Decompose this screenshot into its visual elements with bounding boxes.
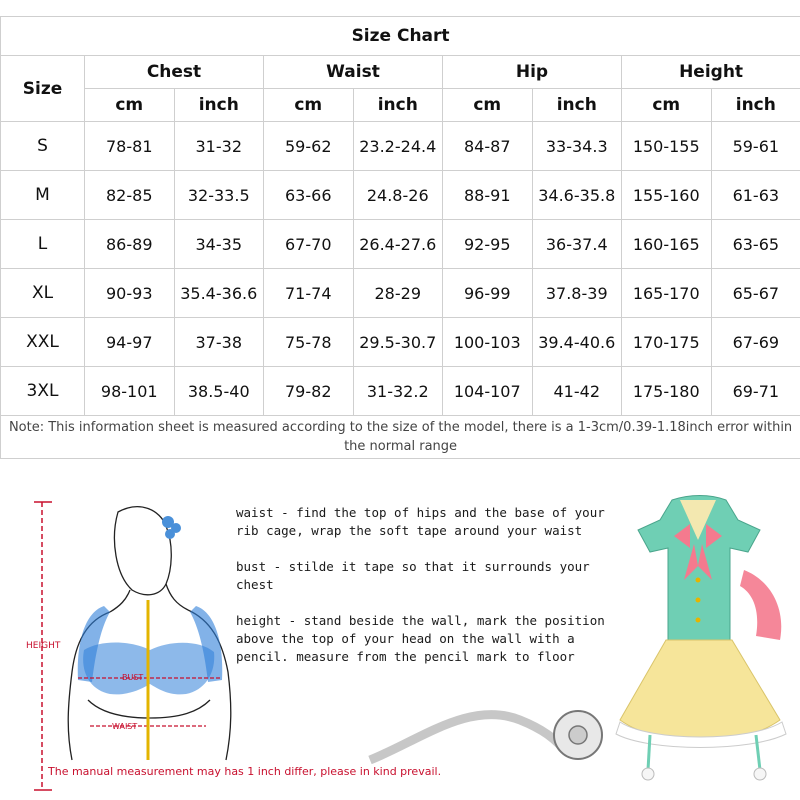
size-chart-table <box>0 16 800 459</box>
table-cell: 69-71 <box>711 367 800 416</box>
size-header: Size <box>1 56 85 122</box>
table-cell: 35.4-36.6 <box>174 269 264 318</box>
table-cell: 71-74 <box>264 269 354 318</box>
table-cell: 98-101 <box>85 367 175 416</box>
table-row <box>1 220 800 269</box>
size-cell: S <box>1 122 85 171</box>
table-cell: 86-89 <box>85 220 175 269</box>
manual-measurement-note: The manual measurement may has 1 inch differ, please in kind prevail. <box>48 765 442 778</box>
table-cell: 82-85 <box>85 171 175 220</box>
unit-header-row <box>1 89 800 122</box>
group-header-height: Height <box>622 56 800 89</box>
group-header-waist: Waist <box>264 56 443 89</box>
unit-header: cm <box>443 89 533 122</box>
table-cell: 37-38 <box>174 318 264 367</box>
table-cell: 94-97 <box>85 318 175 367</box>
size-cell: XXL <box>1 318 85 367</box>
chart-body <box>1 122 800 416</box>
unit-header: inch <box>711 89 800 122</box>
table-cell: 38.5-40 <box>174 367 264 416</box>
size-cell: XL <box>1 269 85 318</box>
chart-title: Size Chart <box>1 17 800 56</box>
unit-header: inch <box>353 89 443 122</box>
waist-label: WAIST <box>112 722 138 731</box>
hair-clip <box>162 516 181 539</box>
table-cell: 39.4-40.6 <box>532 318 622 367</box>
size-cell: L <box>1 220 85 269</box>
table-row <box>1 122 800 171</box>
height-label: HEIGHT <box>26 641 61 651</box>
table-cell: 36-37.4 <box>532 220 622 269</box>
waist-instruction: waist - find the top of hips and the base of your rib cage, wrap the soft tape around your waist <box>236 505 605 538</box>
table-cell: 63-65 <box>711 220 800 269</box>
table-cell: 78-81 <box>85 122 175 171</box>
table-cell: 28-29 <box>353 269 443 318</box>
table-cell: 96-99 <box>443 269 533 318</box>
table-cell: 59-61 <box>711 122 800 171</box>
chart-note: Note: This information sheet is measured according to the size of the model, there is a 1-3cm/0.39-1.18inch error within the normal range <box>1 416 800 459</box>
table-cell: 160-165 <box>622 220 712 269</box>
table-cell: 67-70 <box>264 220 354 269</box>
table-row <box>1 269 800 318</box>
table-cell: 155-160 <box>622 171 712 220</box>
table-cell: 90-93 <box>85 269 175 318</box>
group-header-chest: Chest <box>85 56 264 89</box>
table-cell: 84-87 <box>443 122 533 171</box>
bust-instruction: bust - stilde it tape so that it surrounds your chest <box>236 559 590 592</box>
table-cell: 23.2-24.4 <box>353 122 443 171</box>
measuring-tape-icon <box>370 711 602 760</box>
unit-header: cm <box>85 89 175 122</box>
table-cell: 29.5-30.7 <box>353 318 443 367</box>
bust-label: BUST <box>122 673 144 682</box>
unit-header: cm <box>264 89 354 122</box>
table-cell: 75-78 <box>264 318 354 367</box>
table-cell: 31-32 <box>174 122 264 171</box>
table-cell: 170-175 <box>622 318 712 367</box>
table-cell: 92-95 <box>443 220 533 269</box>
unit-header: inch <box>532 89 622 122</box>
table-cell: 34.6-35.8 <box>532 171 622 220</box>
size-cell: M <box>1 171 85 220</box>
table-cell: 175-180 <box>622 367 712 416</box>
table-cell: 165-170 <box>622 269 712 318</box>
costume-dress-image <box>616 496 786 781</box>
size-cell: 3XL <box>1 367 85 416</box>
table-cell: 79-82 <box>264 367 354 416</box>
unit-header: inch <box>174 89 264 122</box>
table-cell: 61-63 <box>711 171 800 220</box>
table-row <box>1 367 800 416</box>
table-cell: 88-91 <box>443 171 533 220</box>
table-cell: 150-155 <box>622 122 712 171</box>
table-cell: 65-67 <box>711 269 800 318</box>
table-cell: 26.4-27.6 <box>353 220 443 269</box>
measurement-instructions <box>236 504 606 684</box>
height-instruction: height - stand beside the wall, mark the position above the top of your head on the wall with a pencil. measure from the pencil mark to floor <box>236 613 605 664</box>
table-cell: 104-107 <box>443 367 533 416</box>
table-cell: 34-35 <box>174 220 264 269</box>
group-header-hip: Hip <box>443 56 622 89</box>
table-row <box>1 318 800 367</box>
table-cell: 100-103 <box>443 318 533 367</box>
table-cell: 63-66 <box>264 171 354 220</box>
table-cell: 31-32.2 <box>353 367 443 416</box>
table-cell: 33-34.3 <box>532 122 622 171</box>
unit-header: cm <box>622 89 712 122</box>
table-row <box>1 171 800 220</box>
bust-highlight <box>78 606 223 694</box>
table-cell: 32-33.5 <box>174 171 264 220</box>
table-cell: 59-62 <box>264 122 354 171</box>
table-cell: 24.8-26 <box>353 171 443 220</box>
table-cell: 37.8-39 <box>532 269 622 318</box>
table-cell: 41-42 <box>532 367 622 416</box>
table-cell: 67-69 <box>711 318 800 367</box>
